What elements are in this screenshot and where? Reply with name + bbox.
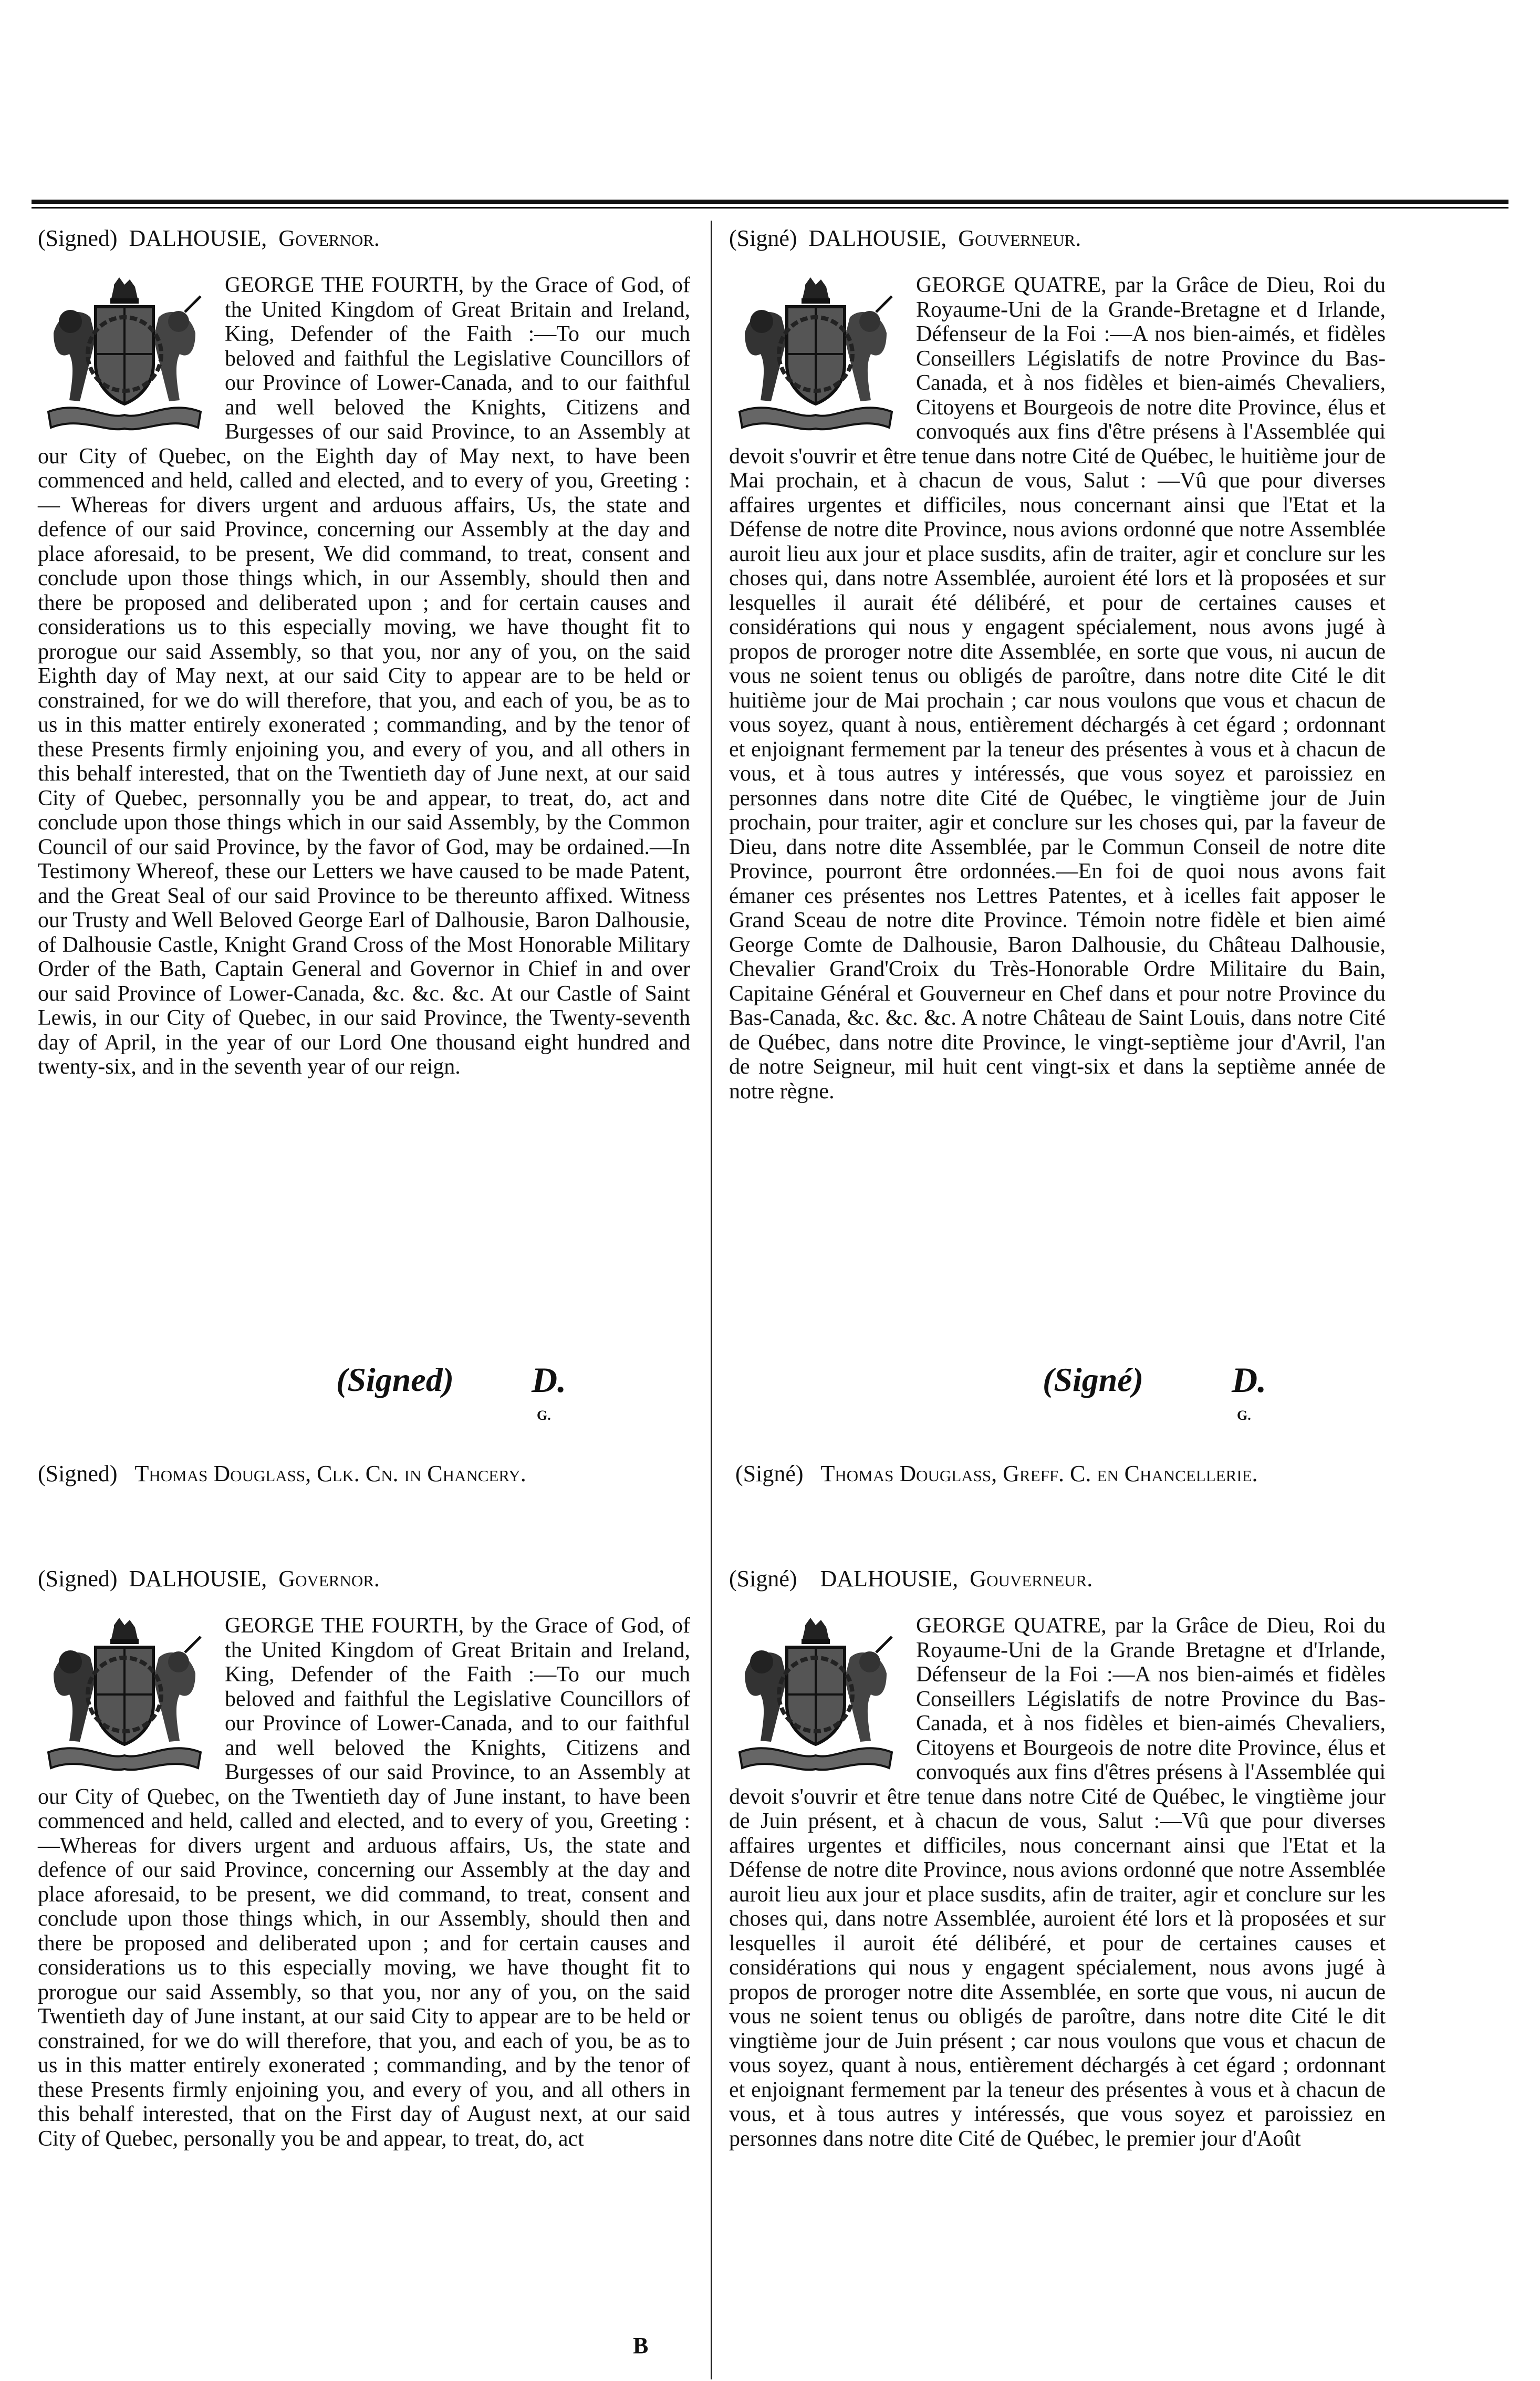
royal-coat-of-arms-icon	[729, 275, 902, 433]
proclamation-lead: GEORGE THE FOURTH,	[225, 273, 464, 297]
proclamation-en-1	[38, 273, 690, 1079]
signed-italic-en: (Signed)	[336, 1361, 454, 1398]
proclamation-lead: GEORGE THE FOURTH,	[225, 1614, 464, 1638]
signed-label: (Signé)	[729, 1566, 797, 1592]
signed-label: (Signed)	[38, 225, 118, 251]
signed-header-fr	[729, 225, 1081, 252]
column-divider	[711, 221, 712, 2379]
signed-label: (Signé)	[729, 225, 797, 251]
royal-coat-of-arms-icon	[729, 1616, 902, 1773]
signed-header-en	[38, 225, 380, 252]
governor-name: DALHOUSIE,	[820, 1566, 959, 1592]
proclamation-body: by the Grace of God, of the United Kingdom of Great Britain and Ireland, King, Defender of the Faith :—To our much beloved and faithful the Legislative Councillors of our Province of Lower-Canada, and to our faithful and well beloved the Knights, Citizens and Burgesses of our said Province, to an Assembly at our City of Quebec, on the Twentieth day of June instant, to have been commenced and held, called and elected, and to every of you, Greeting :—Whereas for divers urgent and arduous affairs, Us, the state and defence of our said Province, concerning our Assembly at the day and place aforesaid, to be present, we did command, to treat, consent and conclude upon those things which, in our Assembly, should then and there be proposed and deliberated upon ; and for certain causes and considerations us to this especially moving, we have thought fit to prorogue our said Assembly, so that you, nor any of you, on the said Twentieth day of June instant, at our said City to appear are to be held or constrained, for we do will therefore, that you, and each of you, be as to us in this matter entirely exonerated ; commanding, and by the tenor of these Presents firmly enjoining you, and every of you, and all others in this behalf interested, that on the First day of August next, at our said City of Quebec, personally you be and appear, to treat, do, act	[38, 1614, 691, 2151]
signed-label: (Signed)	[38, 1566, 118, 1592]
royal-coat-of-arms-icon	[38, 275, 211, 433]
page-signature-mark: B	[633, 2333, 649, 2358]
clerk-prefix: (Signé)	[735, 1461, 804, 1486]
proclamation-body: by the Grace of God, of the United Kingdom of Great Britain and Ireland, King, Defender of the Faith :—To our much beloved and faithful the Legislative Councillors of our Province of Lower-Canada, and to our faithful and well beloved the Knights, Citizens and Burgesses of our said Province, to an Assembly at our City of Quebec, on the Eighth day of May next, to have been commenced and held, called and elected, and to every of you, Greeting :— Whereas for divers urgent and arduous affairs, Us, the state and defence of our said Province, concerning our Assembly at the day and place aforesaid, to be present, We did command, to treat, consent and conclude upon those things which, in our Assembly, should then and there be proposed and deliberated upon ; and for certain causes and considerations us to this especially moving, we have thought fit to prorogue our said Assembly, so that you, nor any of you, on the said Eighth day of May next, at our said City to appear are to be held or constrained, for we do will therefore, that you, and each of you, be as to us in this matter entirely exonerated ; commanding, and by the tenor of these Presents firmly enjoining you, and every of you, and all others in this behalf interested, that on the Twentieth day of June next, at our said City of Quebec, personnally you be and appear, to treat, do, act and conclude upon those things which in our said Assembly, by the Common Council of our said Province, by the favor of God, may be ordained.—In Testimony Whereof, these our Letters we have caused to be made Patent, and the Great Seal of our said Province to be thereunto affixed. Witness our Trusty and Well Beloved George Earl of Dalhousie, Baron Dalhousie, of Dalhousie Castle, Knight Grand Cross of the Most Honorable Military Order of the Bath, Captain General and Governor in Chief in and over our said Province of Lower-Canada, &c. &c. &c. At our Castle of Saint Lewis, in our City of Quebec, in our said Province, the Twenty-seventh day of April, in the year of our Lord One thousand eight hundred and twenty-six, and in the seventh year of our reign.	[38, 273, 691, 1079]
initial-d-en: D.	[532, 1360, 567, 1400]
signed-header-en-2	[38, 1565, 380, 1593]
clerk-line: Thomas Douglass, Clk. Cn. in Chancery.	[134, 1461, 526, 1486]
proclamation-lead: GEORGE QUATRE,	[916, 273, 1107, 297]
proclamation-en-2	[38, 1614, 690, 2151]
governor-title: Governor.	[278, 225, 380, 251]
governor-name: DALHOUSIE,	[808, 225, 947, 251]
governor-title: Gouverneur.	[958, 225, 1081, 251]
clerk-signature-en	[38, 1460, 526, 1488]
proclamation-body: par la Grâce de Dieu, Roi du Royaume-Uni de la Grande-Bretagne et d Irlande, Défenseur de la Foi :—A nos bien-aimés, et fidèles Conseillers Législatifs de notre Province du Bas-Canada, et à nos fidèles et bien-aimés Chevaliers, Citoyens et Bourgeois de notre dite Province, élus et convoqués aux fins d'être présens à l'Assemblée qui devoit s'ouvrir et être tenue dans notre Cité de Québec, le huitième jour de Mai prochain, et à chacun de vous, Salut : —Vû que pour diverses affaires urgentes et difficiles, nous concernant ainsi que l'Etat et la Défense de notre dite Province, nous avions ordonné que notre Assemblée auroit lieu aux jour et place susdits, afin de traiter, agir et conclure sur les choses qui, dans notre Assemblée, auroient été lors et là proposées et sur lesquelles il aurait été délibéré, et pour de certaines causes et considérations qui nous y engagent spécialement, nous avons jugé à propos de proroger notre dite Assemblée, en sorte que vous, ni aucun de vous ne soient tenus ou obligés de paroître, dans notre dite Cité le dit huitième jour de Mai prochain ; car nous voulons que vous et chacun de vous soyez, quant à nous, entièrement déchargés à cet égard ; ordonnant et enjoignant fermement par la teneur des présentes à vous et à chacun de vous, et à tous autres y intéressés, que vous soyez et paroissiez en personnes dans notre dite Cité de Québec, le vingtième jour de Juin prochain, pour traiter, agir et conclure sur les choses qui, par la faveur de Dieu, dans notre dite Assemblée, par le Commun Conseil de notre dite Province, pourront être ordonnées.—En foi de quoi nous avons fait émaner ces présentes nos Lettres Patentes, et à icelles fait apposer le Grand Sceau de notre dite Province. Témoin notre fidèle et bien aimé George Comte de Dalhousie, Baron Dalhousie, du Château Dalhousie, Chevalier Grand'Croix du Très-Honorable Ordre Militaire du Bain, Capitaine Général et Gouverneur en Chef dans et pour notre Province du Bas-Canada, &c. &c. &c. A notre Château de Saint Louis, dans notre Cité de Québec, dans notre dite Province, le vingt-septième jour d'Avril, l'an de notre Seigneur, mil huit cent vingt-six et dans la septième année de notre règne.	[729, 273, 1386, 1104]
governor-name: DALHOUSIE,	[129, 1566, 267, 1592]
royal-coat-of-arms-icon	[38, 1616, 211, 1773]
proclamation-fr-1	[729, 273, 1386, 1104]
signed-italic-fr: (Signé)	[1043, 1361, 1143, 1398]
clerk-prefix: (Signed)	[38, 1461, 118, 1486]
proclamation-body: par la Grâce de Dieu, Roi du Royaume-Uni de la Grande Bretagne et d'Irlande, Défenseur de la Foi :—A nos bien-aimés et fidèles Conseillers Législatifs de notre Province du Bas-Canada, et à nos fidèles et bien-aimés Chevaliers, Citoyens et Bourgeois de notre dite Province, élus et convoqués aux fins d'êtres présens à l'Assemblée qui devoit s'ouvrir et être tenue dans notre Cité de Québec, le vingtième jour de Juin présent, et à chacun de vous, Salut :—Vû que pour diverses affaires urgentes et difficiles, nous concernant ainsi que l'Etat et la Défense de notre dite Province, nous avions ordonné que notre Assemblée auroit lieu aux jour et place susdits, afin de traiter, agir et conclure sur les choses qui, dans notre Assemblée, auroient été lors et là proposées et sur lesquelles il auroit été délibéré, et pour de certaines causes et considérations qui nous y engagent spécialement, nous avons jugé à propos de proroger notre dite Assemblée, en sorte que vous, ni aucun de vous ne soient tenus ou obligés de paroître, dans notre dite Cité le dit vingtième jour de Juin présent ; car nous voulons que vous et chacun de vous soyez, quant à nous, entièrement déchargés à cet égard ; ordonnant et enjoignant fermement par la teneur des présentes à vous et à chacun de vous, et à tous autres y intéressés, que vous soyez et paroissiez en personnes dans notre dite Cité de Québec, le premier jour d'Août	[729, 1614, 1386, 2151]
initial-d-fr: D.	[1232, 1360, 1267, 1400]
proclamation-lead: GEORGE QUATRE,	[916, 1614, 1107, 1638]
clerk-line: Thomas Douglass, Greff. C. en Chancellerie.	[820, 1461, 1258, 1486]
initial-g-en: G.	[537, 1408, 551, 1423]
top-double-rule	[32, 200, 1508, 204]
governor-name: DALHOUSIE,	[129, 225, 267, 251]
signed-header-fr-2	[729, 1565, 1092, 1593]
initial-g-fr: G.	[1237, 1408, 1251, 1423]
governor-title: Gouverneur.	[970, 1566, 1093, 1592]
clerk-signature-fr	[735, 1460, 1258, 1488]
governor-title: Governor.	[278, 1566, 380, 1592]
top-double-rule-thin	[32, 207, 1508, 209]
proclamation-fr-2	[729, 1614, 1386, 2151]
